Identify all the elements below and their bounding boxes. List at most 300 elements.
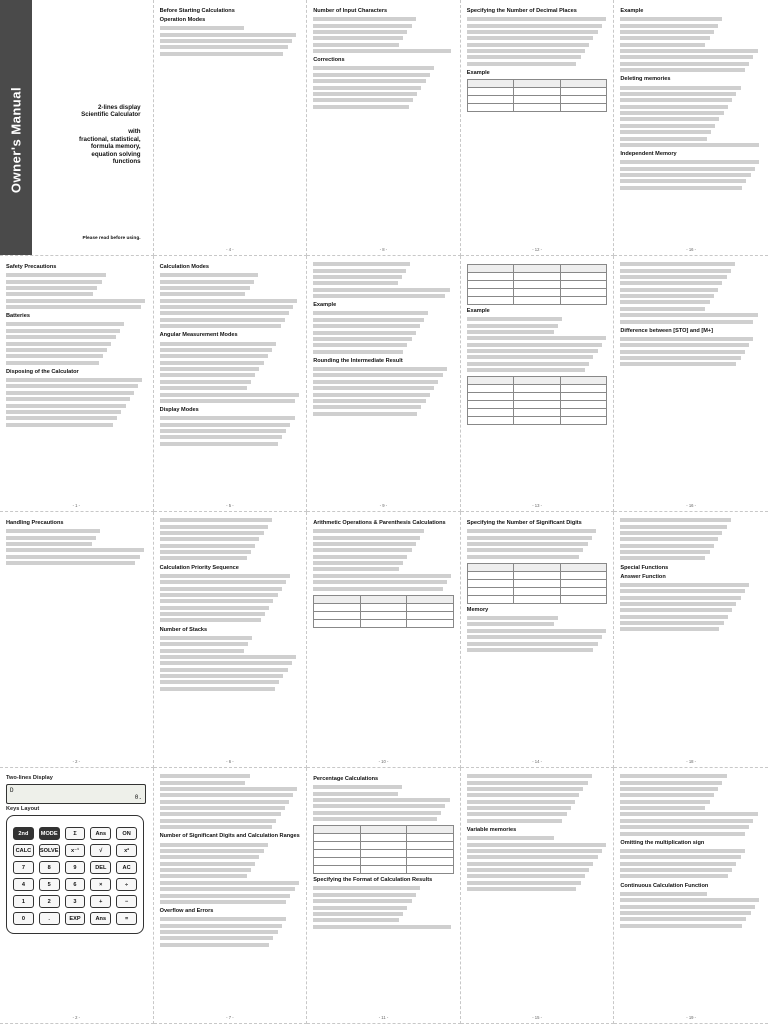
text-line bbox=[313, 574, 451, 578]
text-block bbox=[620, 773, 762, 837]
text-line bbox=[313, 318, 424, 322]
table-cell bbox=[467, 265, 514, 273]
table-row bbox=[314, 603, 454, 611]
text-line bbox=[313, 567, 399, 571]
text-line bbox=[467, 849, 602, 853]
text-line bbox=[6, 335, 116, 339]
text-line bbox=[620, 362, 736, 366]
text-line bbox=[620, 313, 757, 317]
table-cell bbox=[514, 297, 561, 305]
section-title: Number of Significant Digits and Calculation Ranges bbox=[159, 833, 300, 840]
example-table bbox=[313, 595, 454, 628]
text-line bbox=[313, 73, 430, 77]
text-line bbox=[6, 342, 111, 346]
table-cell bbox=[514, 401, 561, 409]
key-15[interactable]: 4 bbox=[13, 878, 34, 891]
text-line bbox=[160, 442, 278, 446]
text-line bbox=[467, 642, 598, 646]
key-20[interactable]: 1 bbox=[13, 895, 34, 908]
text-line bbox=[160, 894, 291, 898]
text-line bbox=[620, 30, 713, 34]
text-block bbox=[467, 16, 608, 67]
text-line bbox=[313, 886, 420, 890]
text-line bbox=[6, 354, 103, 358]
table-cell bbox=[360, 611, 407, 619]
text-line bbox=[467, 887, 577, 891]
table-cell bbox=[467, 80, 514, 88]
key-28[interactable]: Ans bbox=[90, 912, 111, 925]
key-18[interactable]: × bbox=[90, 878, 111, 891]
text-line bbox=[313, 350, 403, 354]
text-line bbox=[620, 350, 745, 354]
section-title: Batteries bbox=[6, 313, 30, 320]
text-line bbox=[160, 806, 285, 810]
text-block bbox=[620, 261, 762, 325]
table-cell bbox=[314, 834, 361, 842]
text-line bbox=[160, 787, 298, 791]
table-cell bbox=[560, 265, 607, 273]
text-line bbox=[313, 262, 410, 266]
text-line bbox=[620, 17, 722, 21]
text-line bbox=[160, 606, 270, 610]
text-line bbox=[620, 300, 709, 304]
text-line bbox=[313, 311, 428, 315]
text-line bbox=[620, 269, 730, 273]
key-14[interactable]: AC bbox=[116, 861, 137, 874]
text-line bbox=[6, 548, 144, 552]
key-25[interactable]: 0 bbox=[13, 912, 34, 925]
table-cell bbox=[514, 377, 561, 385]
text-block bbox=[467, 835, 608, 892]
text-line bbox=[160, 812, 281, 816]
text-line bbox=[620, 124, 715, 128]
text-line bbox=[620, 525, 726, 529]
table-cell bbox=[314, 595, 361, 603]
cover-band-text: Owner's Manual bbox=[8, 86, 24, 194]
text-block bbox=[620, 159, 762, 191]
table-cell bbox=[514, 385, 561, 393]
text-line bbox=[6, 348, 107, 352]
text-line bbox=[160, 386, 247, 390]
text-line bbox=[160, 525, 268, 529]
table-row bbox=[314, 834, 454, 842]
text-line bbox=[467, 787, 584, 791]
key-26[interactable]: . bbox=[39, 912, 60, 925]
text-line bbox=[620, 544, 713, 548]
text-line bbox=[467, 874, 585, 878]
key-29[interactable]: = bbox=[116, 912, 137, 925]
text-line bbox=[313, 817, 437, 821]
text-line bbox=[160, 636, 253, 640]
text-line bbox=[620, 294, 713, 298]
text-line bbox=[620, 179, 746, 183]
text-line bbox=[160, 862, 256, 866]
text-line bbox=[620, 855, 740, 859]
table-cell bbox=[514, 587, 561, 595]
table-cell bbox=[514, 571, 561, 579]
text-line bbox=[160, 881, 299, 885]
text-line bbox=[620, 55, 753, 59]
page-number: - 19 - bbox=[686, 1015, 697, 1020]
text-line bbox=[160, 299, 298, 303]
text-line bbox=[620, 307, 705, 311]
text-line bbox=[467, 317, 563, 321]
text-line bbox=[160, 649, 244, 653]
text-line bbox=[313, 98, 413, 102]
cover-subtitle-line: functions bbox=[112, 158, 141, 166]
text-block bbox=[313, 65, 454, 110]
manual-page bbox=[614, 768, 768, 1024]
text-block bbox=[313, 366, 454, 417]
text-line bbox=[467, 49, 585, 53]
display-line-1: D bbox=[10, 787, 14, 794]
text-line bbox=[467, 343, 602, 347]
text-line bbox=[620, 556, 705, 560]
cover-title bbox=[81, 104, 141, 119]
key-8[interactable]: √ bbox=[90, 844, 111, 857]
table-row bbox=[467, 393, 607, 401]
text-line bbox=[620, 137, 706, 141]
text-line bbox=[620, 849, 745, 853]
display-line-2: 0. bbox=[134, 794, 142, 801]
key-5[interactable]: CALC bbox=[13, 844, 34, 857]
table-cell bbox=[514, 289, 561, 297]
text-line bbox=[467, 30, 598, 34]
text-line bbox=[160, 556, 247, 560]
text-line bbox=[6, 391, 134, 395]
key-1[interactable]: MODE bbox=[39, 827, 60, 840]
text-block bbox=[313, 528, 454, 592]
text-line bbox=[313, 373, 442, 377]
calculator-body bbox=[6, 815, 144, 934]
manual-page bbox=[307, 0, 461, 256]
table-cell bbox=[560, 385, 607, 393]
table-cell bbox=[560, 563, 607, 571]
text-line bbox=[6, 542, 92, 546]
text-line bbox=[620, 911, 750, 915]
manual-page bbox=[461, 256, 615, 512]
key-21[interactable]: 2 bbox=[39, 895, 60, 908]
text-line bbox=[160, 39, 292, 43]
text-line bbox=[467, 368, 585, 372]
text-line bbox=[313, 36, 403, 40]
text-line bbox=[160, 661, 292, 665]
text-line bbox=[313, 555, 407, 559]
text-line bbox=[467, 17, 606, 21]
key-13[interactable]: DEL bbox=[90, 861, 111, 874]
table-row bbox=[314, 611, 454, 619]
page-number: - 4 - bbox=[226, 247, 234, 252]
text-line bbox=[620, 24, 718, 28]
table-row bbox=[467, 104, 607, 112]
manual-page bbox=[307, 256, 461, 512]
manual-page bbox=[154, 768, 308, 1024]
manual-page bbox=[614, 512, 768, 768]
text-line bbox=[467, 616, 558, 620]
manual-page bbox=[154, 256, 308, 512]
manual-page bbox=[307, 768, 461, 1024]
text-line bbox=[467, 635, 602, 639]
text-line bbox=[6, 423, 113, 427]
key-12[interactable]: 9 bbox=[65, 861, 86, 874]
table-cell bbox=[514, 281, 561, 289]
cover-subtitle bbox=[79, 128, 141, 166]
text-line bbox=[313, 893, 416, 897]
text-line bbox=[313, 548, 411, 552]
section-title: Deleting memories bbox=[620, 76, 671, 83]
key-0[interactable]: 2nd bbox=[13, 827, 34, 840]
table-row bbox=[467, 579, 607, 587]
table-cell bbox=[314, 842, 361, 850]
text-block bbox=[160, 415, 301, 447]
table-cell bbox=[360, 826, 407, 834]
cover-title-line: 2-lines display bbox=[97, 104, 141, 111]
section-title: Omitting the multiplication sign bbox=[620, 839, 705, 846]
key-16[interactable]: 5 bbox=[39, 878, 60, 891]
text-line bbox=[467, 806, 571, 810]
table-cell bbox=[407, 866, 454, 874]
text-line bbox=[160, 354, 268, 358]
text-line bbox=[620, 281, 722, 285]
key-9[interactable]: x² bbox=[116, 844, 137, 857]
text-line bbox=[160, 868, 251, 872]
text-line bbox=[6, 404, 126, 408]
text-line bbox=[620, 583, 749, 587]
text-line bbox=[620, 288, 718, 292]
table-cell bbox=[560, 96, 607, 104]
text-line bbox=[620, 806, 705, 810]
table-cell bbox=[560, 80, 607, 88]
text-line bbox=[467, 529, 596, 533]
manual-page bbox=[461, 0, 615, 256]
table-cell bbox=[514, 393, 561, 401]
text-line bbox=[313, 324, 420, 328]
text-line bbox=[620, 787, 718, 791]
section-title: Number of Input Characters bbox=[313, 8, 388, 14]
cover-band bbox=[0, 0, 32, 256]
text-line bbox=[313, 380, 438, 384]
text-line bbox=[467, 881, 581, 885]
key-2[interactable]: Σ bbox=[65, 827, 86, 840]
section-title: Before Starting Calculations bbox=[159, 8, 235, 14]
key-11[interactable]: 8 bbox=[39, 861, 60, 874]
text-block bbox=[160, 635, 301, 692]
example-table bbox=[467, 264, 608, 305]
section-title: Calculation Modes bbox=[159, 264, 210, 270]
text-line bbox=[313, 811, 441, 815]
table-row bbox=[467, 265, 607, 273]
text-line bbox=[313, 343, 407, 347]
text-line bbox=[467, 336, 606, 340]
section-title: Example bbox=[620, 8, 644, 14]
key-3[interactable]: Ans bbox=[90, 827, 111, 840]
text-line bbox=[6, 536, 96, 540]
table-cell bbox=[467, 88, 514, 96]
text-line bbox=[620, 518, 730, 522]
manual-page bbox=[0, 256, 154, 512]
table-cell bbox=[514, 273, 561, 281]
section-title: Example bbox=[313, 302, 337, 309]
section-title: Arithmetic Operations & Parenthesis Calculations bbox=[313, 520, 446, 526]
text-line bbox=[160, 900, 287, 904]
text-line bbox=[313, 105, 409, 109]
text-line bbox=[620, 117, 719, 121]
text-line bbox=[160, 280, 254, 284]
text-line bbox=[620, 812, 757, 816]
page-number: - 18 - bbox=[686, 759, 697, 764]
table-cell bbox=[314, 619, 361, 627]
text-line bbox=[160, 52, 284, 56]
section-title: Independent Memory bbox=[620, 151, 677, 158]
manual-page bbox=[307, 512, 461, 768]
text-line bbox=[467, 536, 592, 540]
text-line bbox=[620, 160, 759, 164]
text-line bbox=[620, 92, 736, 96]
table-cell bbox=[407, 826, 454, 834]
section-title: Percentage Calculations bbox=[313, 776, 379, 782]
table-cell bbox=[560, 401, 607, 409]
section-title: Example bbox=[466, 308, 490, 314]
text-line bbox=[313, 798, 449, 802]
table-row bbox=[467, 289, 607, 297]
section-title: Handling Precautions bbox=[6, 520, 64, 526]
cover-subtitle-line: equation solving bbox=[91, 150, 141, 158]
text-line bbox=[160, 311, 289, 315]
key-27[interactable]: EXP bbox=[65, 912, 86, 925]
table-row bbox=[314, 866, 454, 874]
text-line bbox=[6, 329, 120, 333]
text-line bbox=[160, 574, 291, 578]
cover-subtitle-line: formula memory, bbox=[90, 143, 141, 151]
text-line bbox=[160, 26, 244, 30]
key-10[interactable]: 7 bbox=[13, 861, 34, 874]
text-line bbox=[620, 825, 749, 829]
table-row bbox=[467, 385, 607, 393]
text-line bbox=[160, 399, 295, 403]
text-line bbox=[313, 288, 449, 292]
table-row bbox=[467, 587, 607, 595]
key-22[interactable]: 3 bbox=[65, 895, 86, 908]
table-cell bbox=[467, 587, 514, 595]
text-line bbox=[467, 62, 577, 66]
text-line bbox=[620, 186, 742, 190]
display-keypad-page bbox=[0, 768, 154, 1024]
text-line bbox=[620, 68, 745, 72]
manual-page bbox=[461, 768, 615, 1024]
text-line bbox=[160, 874, 247, 878]
text-line bbox=[620, 781, 722, 785]
text-block bbox=[6, 321, 147, 366]
text-line bbox=[467, 555, 579, 559]
text-line bbox=[160, 936, 274, 940]
table-cell bbox=[407, 834, 454, 842]
table-cell bbox=[407, 595, 454, 603]
text-line bbox=[313, 79, 425, 83]
text-line bbox=[313, 367, 447, 371]
text-line bbox=[160, 273, 258, 277]
example-table bbox=[313, 825, 454, 874]
text-line bbox=[6, 529, 100, 533]
text-line bbox=[313, 561, 403, 565]
table-cell bbox=[560, 417, 607, 425]
text-line bbox=[313, 49, 451, 53]
table-cell bbox=[514, 265, 561, 273]
text-line bbox=[467, 24, 602, 28]
text-line bbox=[467, 781, 588, 785]
table-cell bbox=[407, 850, 454, 858]
text-line bbox=[313, 412, 417, 416]
key-4[interactable]: ON bbox=[116, 827, 137, 840]
table-row bbox=[467, 281, 607, 289]
text-line bbox=[160, 887, 295, 891]
text-line bbox=[620, 143, 759, 147]
table-row bbox=[467, 571, 607, 579]
section-title: Specifying the Number of Significant Digits bbox=[466, 520, 582, 526]
page-number: - 7 - bbox=[226, 1015, 234, 1020]
text-line bbox=[313, 580, 447, 584]
key-6[interactable]: SOLVE bbox=[39, 844, 60, 857]
text-line bbox=[620, 343, 749, 347]
text-line bbox=[313, 386, 434, 390]
table-row bbox=[314, 619, 454, 627]
text-block bbox=[160, 841, 301, 905]
text-line bbox=[313, 24, 411, 28]
table-cell bbox=[407, 603, 454, 611]
cover-subtitle-line: fractional, statistical, bbox=[79, 135, 141, 143]
text-line bbox=[467, 836, 554, 840]
text-line bbox=[620, 774, 726, 778]
key-23[interactable]: + bbox=[90, 895, 111, 908]
table-row bbox=[467, 80, 607, 88]
key-17[interactable]: 6 bbox=[65, 878, 86, 891]
table-cell bbox=[360, 603, 407, 611]
text-line bbox=[160, 849, 264, 853]
text-block bbox=[313, 310, 454, 355]
section-title: Number of Stacks bbox=[159, 626, 208, 633]
text-line bbox=[160, 45, 288, 49]
text-line bbox=[313, 405, 421, 409]
text-block bbox=[160, 573, 301, 624]
keypad bbox=[11, 823, 139, 929]
table-cell bbox=[467, 297, 514, 305]
table-cell bbox=[514, 417, 561, 425]
text-line bbox=[620, 819, 753, 823]
table-cell bbox=[560, 104, 607, 112]
text-line bbox=[313, 912, 403, 916]
text-line bbox=[620, 905, 755, 909]
text-line bbox=[160, 687, 275, 691]
text-line bbox=[313, 792, 397, 796]
table-cell bbox=[314, 603, 361, 611]
text-line bbox=[160, 518, 272, 522]
key-7[interactable]: x⁻¹ bbox=[65, 844, 86, 857]
table-cell bbox=[467, 417, 514, 425]
table-cell bbox=[314, 611, 361, 619]
text-block bbox=[467, 773, 608, 824]
text-line bbox=[6, 286, 97, 290]
text-line bbox=[160, 318, 285, 322]
text-block bbox=[620, 16, 762, 73]
text-line bbox=[620, 86, 740, 90]
table-row bbox=[314, 826, 454, 834]
key-19[interactable]: ÷ bbox=[116, 878, 137, 891]
key-24[interactable]: − bbox=[116, 895, 137, 908]
table-row bbox=[467, 377, 607, 385]
text-line bbox=[160, 674, 284, 678]
table-cell bbox=[314, 826, 361, 834]
text-line bbox=[6, 378, 142, 382]
table-cell bbox=[467, 595, 514, 603]
